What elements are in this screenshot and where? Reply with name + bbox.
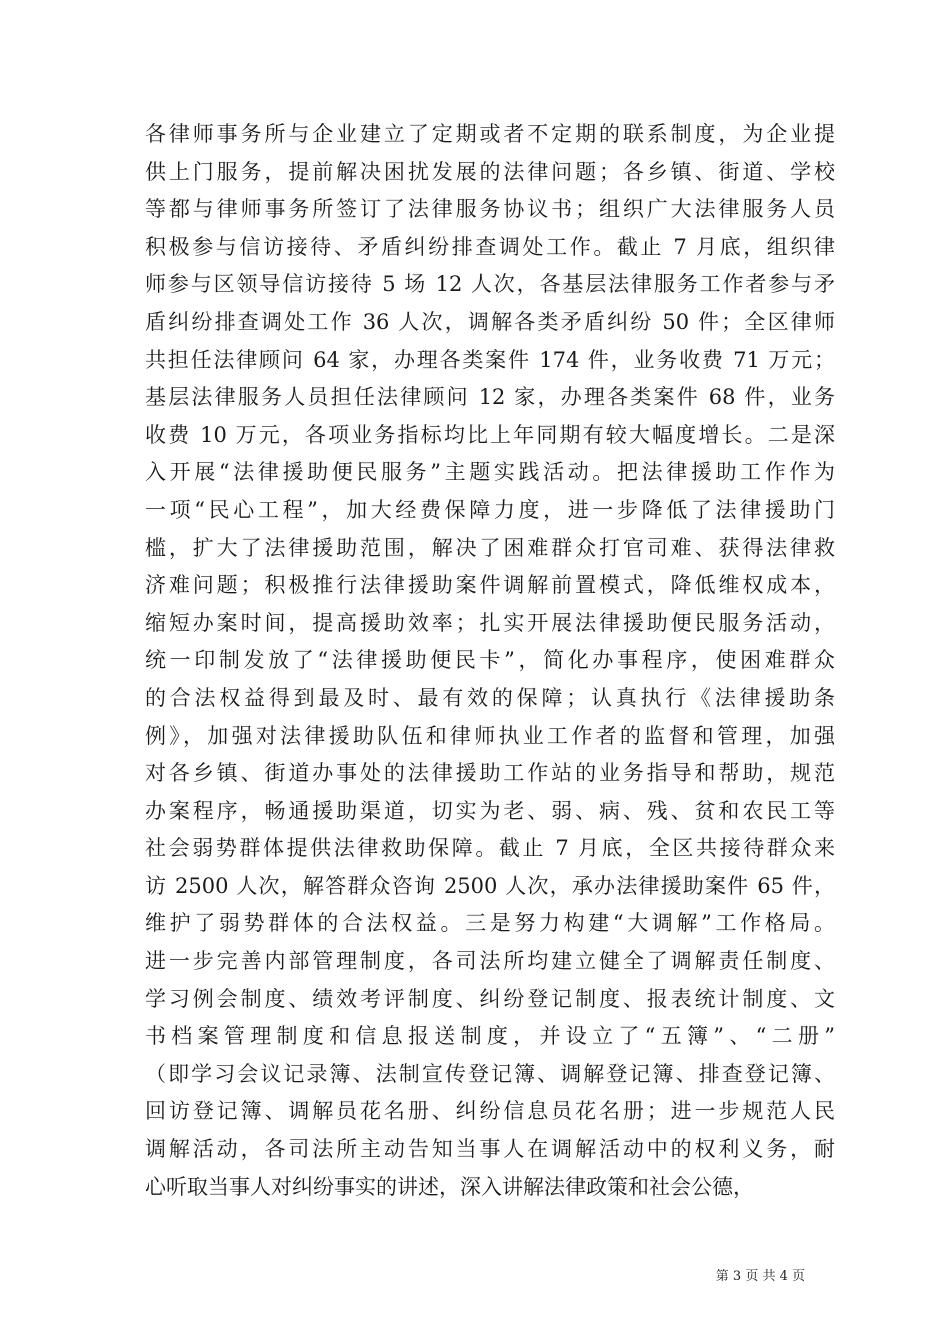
page-number: 第 3 页 共 4 页 xyxy=(715,1269,805,1284)
text-line: 收费 10 万元，各项业务指标均比上年同期有较大幅度增长。二是深 xyxy=(145,422,835,447)
text-line: 基层法律服务人员担任法律顾问 12 家，办理各类案件 68 件，业务 xyxy=(145,385,835,410)
text-line: 心听取当事人对纠纷事实的讲述，深入讲解法律政策和社会公德， xyxy=(145,1174,754,1199)
text-line: 对各乡镇、街道办事处的法律援助工作站的业务指导和帮助，规范 xyxy=(145,761,835,786)
text-line: 维护了弱势群体的合法权益。三是努力构建“大调解”工作格局。 xyxy=(145,911,835,936)
text-line: 的合法权益得到最及时、最有效的保障；认真执行《法律援助条 xyxy=(145,685,835,710)
text-line: 统一印制发放了“法律援助便民卡”，简化办事程序，使困难群众 xyxy=(145,648,835,673)
text-line: 办案程序，畅通援助渠道，切实为老、弱、病、残、贫和农民工等 xyxy=(145,798,835,823)
text-line: 槛，扩大了法律援助范围，解决了困难群众打官司难、获得法律救 xyxy=(145,535,835,560)
text-line: （即学习会议记录簿、法制宣传登记簿、调解登记簿、排查登记簿、 xyxy=(145,1061,835,1086)
body-paragraph xyxy=(145,116,835,1206)
text-line: 访 2500 人次，解答群众咨询 2500 人次，承办法律援助案件 65 件， xyxy=(145,873,835,898)
text-line: 济难问题；积极推行法律援助案件调解前置模式，降低维权成本， xyxy=(145,573,835,598)
text-line: 进一步完善内部管理制度，各司法所均建立健全了调解责任制度、 xyxy=(145,949,835,974)
text-line: 共担任法律顾问 64 家，办理各类案件 174 件，业务收费 71 万元； xyxy=(145,347,835,372)
text-line: 回访登记簿、调解员花名册、纠纷信息员花名册；进一步规范人民 xyxy=(145,1099,835,1124)
text-line: 入开展“法律援助便民服务”主题实践活动。把法律援助工作作为 xyxy=(145,460,835,485)
text-line: 供上门服务，提前解决困扰发展的法律问题；各乡镇、街道、学校 xyxy=(145,159,835,184)
text-line: 书档案管理制度和信息报送制度，并设立了“五簿”、“二册” xyxy=(145,1024,835,1049)
text-line: 一项“民心工程”，加大经费保障力度，进一步降低了法律援助门 xyxy=(145,497,835,522)
text-line: 积极参与信访接待、矛盾纠纷排查调处工作。截止 7 月底，组织律 xyxy=(145,234,835,259)
text-line: 等都与律师事务所签订了法律服务协议书；组织广大法律服务人员 xyxy=(145,197,835,222)
text-line: 各律师事务所与企业建立了定期或者不定期的联系制度，为企业提 xyxy=(145,122,835,146)
text-line: 缩短办案时间，提高援助效率；扎实开展法律援助便民服务活动， xyxy=(145,610,835,635)
text-line: 学习例会制度、绩效考评制度、纠纷登记制度、报表统计制度、文 xyxy=(145,986,835,1011)
text-line: 例》，加强对法律援助队伍和律师执业工作者的监督和管理，加强 xyxy=(145,723,835,748)
text-line: 调解活动，各司法所主动告知当事人在调解活动中的权利义务，耐 xyxy=(145,1137,835,1162)
text-line: 社会弱势群体提供法律救助保障。截止 7 月底，全区共接待群众来 xyxy=(145,836,835,861)
text-line: 盾纠纷排查调处工作 36 人次，调解各类矛盾纠纷 50 件；全区律师 xyxy=(145,309,835,334)
text-line: 师参与区领导信访接待 5 场 12 人次，各基层法律服务工作者参与矛 xyxy=(145,272,835,297)
